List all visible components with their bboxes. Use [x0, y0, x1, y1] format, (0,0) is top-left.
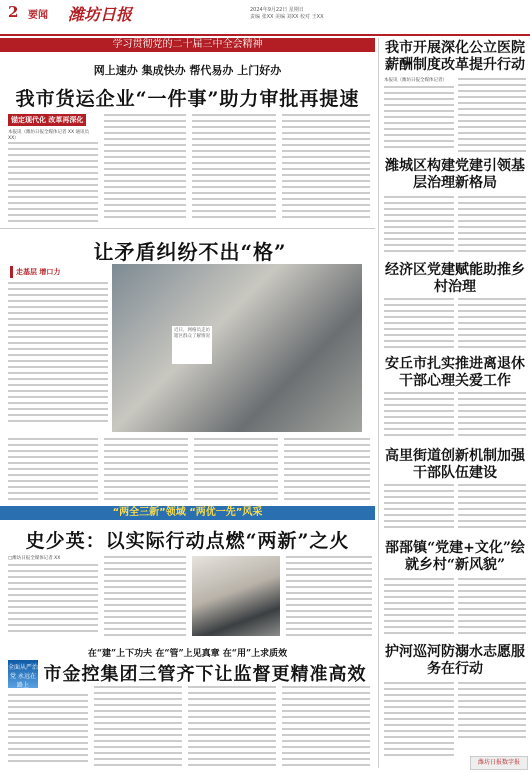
story3-headline: 史少英：以实际行动点燃“两新”之火: [25, 530, 350, 552]
right-headline-1: 我市开展深化公立医院薪酬制度改革提升行动: [385, 40, 525, 73]
right-byline-1: 本报讯（潍坊日报全媒体记者）: [384, 78, 447, 83]
story2-caption: 近日，网格员走访辖区群众了解情况: [172, 326, 212, 364]
story2-text-2: [8, 438, 98, 500]
right-text-4a: [384, 392, 454, 440]
story3-byline: □潍坊日报全媒体记者 XX: [8, 556, 61, 561]
main-text-col-2: [104, 114, 186, 222]
main-subtitle: 网上速办 集成快办 帮代易办 上门好办: [93, 64, 282, 77]
story2-tag: 走基层 增口力: [10, 266, 63, 278]
band-two-new: “两全三新”领域 “两优一先”风采: [0, 506, 375, 520]
date-text: 2024年9月22日 星期日: [250, 7, 304, 13]
right-text-7a: [384, 682, 454, 760]
story4-text-1: [8, 694, 88, 766]
story2-headline: 让矛盾纠纷不出“格”: [93, 240, 287, 264]
story4-text-2: [94, 686, 182, 766]
right-text-2a: [384, 196, 454, 252]
main-tag: 锚定现代化 改革再深化: [8, 114, 86, 126]
divider: [0, 228, 375, 229]
right-text-6b: [458, 578, 526, 634]
main-byline: 本报讯（潍坊日报全媒体记者 XX 通讯员 XX）: [8, 130, 90, 141]
main-text-col-4: [282, 114, 370, 222]
right-text-3b: [458, 298, 526, 348]
story3-text-3: [286, 556, 372, 636]
editors-text: 责编 张XX 美编 刘XX 校对 王XX: [250, 14, 324, 20]
right-headline-4: 安丘市扎实推进离退休干部心理关爱工作: [385, 356, 525, 389]
digital-edition-logo[interactable]: 潍坊日报数字报: [470, 756, 528, 770]
right-text-3a: [384, 298, 454, 348]
right-headline-3: 经济区党建赋能助推乡村治理: [385, 262, 525, 295]
right-headline-2: 潍城区构建党建引领基层治理新格局: [385, 158, 525, 191]
page-number: 2: [8, 3, 19, 21]
story4-headline: 市金控集团三管齐下让监督更精准高效: [43, 664, 367, 685]
right-text-7b: [458, 682, 526, 738]
story2-text-5: [284, 438, 370, 500]
main-text-col-1: [8, 142, 98, 222]
story4-side-tag: 全面从严治党 永远在路上: [8, 660, 38, 688]
section-name: 要闻: [28, 10, 48, 21]
topic-band: 学习贯彻党的二十届三中全会精神: [0, 38, 375, 52]
story2-text-1: [8, 282, 108, 422]
right-headline-7: 护河巡河防溺水志愿服务在行动: [385, 644, 525, 677]
right-text-1a: [384, 86, 454, 152]
main-headline: 我市货运企业“一件事”助力审批再提速: [15, 88, 360, 110]
story3-photo: [192, 556, 280, 636]
masthead: [0, 0, 530, 36]
main-text-col-3: [192, 114, 276, 222]
story2-text-4: [194, 438, 278, 500]
newspaper-logo: 潍坊日报: [68, 5, 133, 24]
story4-text-4: [282, 686, 370, 766]
story4-subtitle: 在“建”上下功夫 在“管”上见真章 在“用”上求质效: [87, 649, 288, 659]
column-divider: [378, 38, 379, 768]
story2-photo: [112, 264, 362, 432]
right-text-6a: [384, 578, 454, 634]
right-text-1b: [458, 78, 526, 152]
story3-text-2: [104, 556, 186, 636]
issue-date: [250, 7, 410, 21]
right-text-4b: [458, 392, 526, 440]
right-headline-6: 郚郚镇“党建+文化”绘就乡村“新风貌”: [385, 540, 525, 573]
right-text-5b: [458, 484, 526, 532]
right-headline-5: 高里街道创新机制加强干部队伍建设: [385, 448, 525, 481]
story3-text-1: [8, 564, 98, 636]
story2-text-3: [104, 438, 188, 500]
story4-text-3: [188, 686, 276, 766]
right-text-5a: [384, 484, 454, 532]
right-text-2b: [458, 196, 526, 252]
